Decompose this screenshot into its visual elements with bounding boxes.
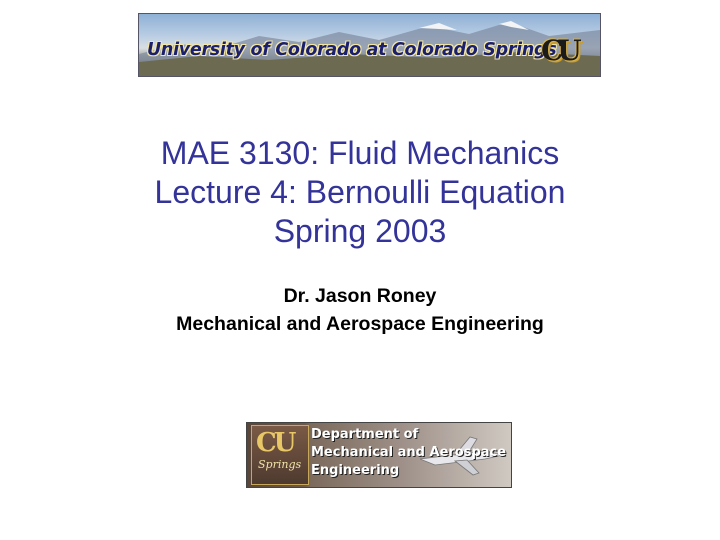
presenter-info xyxy=(0,282,720,338)
dept-line-2: Mechanical and Aerospace xyxy=(311,445,507,460)
department-name xyxy=(311,426,506,480)
dept-line-3: Engineering xyxy=(311,463,400,478)
title-line-term: Spring 2003 xyxy=(273,213,447,249)
cu-springs-logo-icon xyxy=(251,425,309,485)
cu-letters: CU xyxy=(256,428,294,458)
title-line-lecture: Lecture 4: Bernoulli Equation xyxy=(154,174,566,210)
cu-logo-icon: CU xyxy=(541,34,576,67)
title-line-course: MAE 3130: Fluid Mechanics xyxy=(160,135,560,171)
university-name: University of Colorado at Colorado Springs xyxy=(147,40,557,60)
dept-line-1: Department of xyxy=(311,427,419,442)
slide-title xyxy=(0,134,720,251)
presenter-name: Dr. Jason Roney xyxy=(283,285,437,307)
university-banner xyxy=(138,13,601,77)
presenter-department: Mechanical and Aerospace Engineering xyxy=(176,313,544,335)
cu-springs-script: Springs xyxy=(258,458,302,471)
department-logo xyxy=(246,422,512,488)
